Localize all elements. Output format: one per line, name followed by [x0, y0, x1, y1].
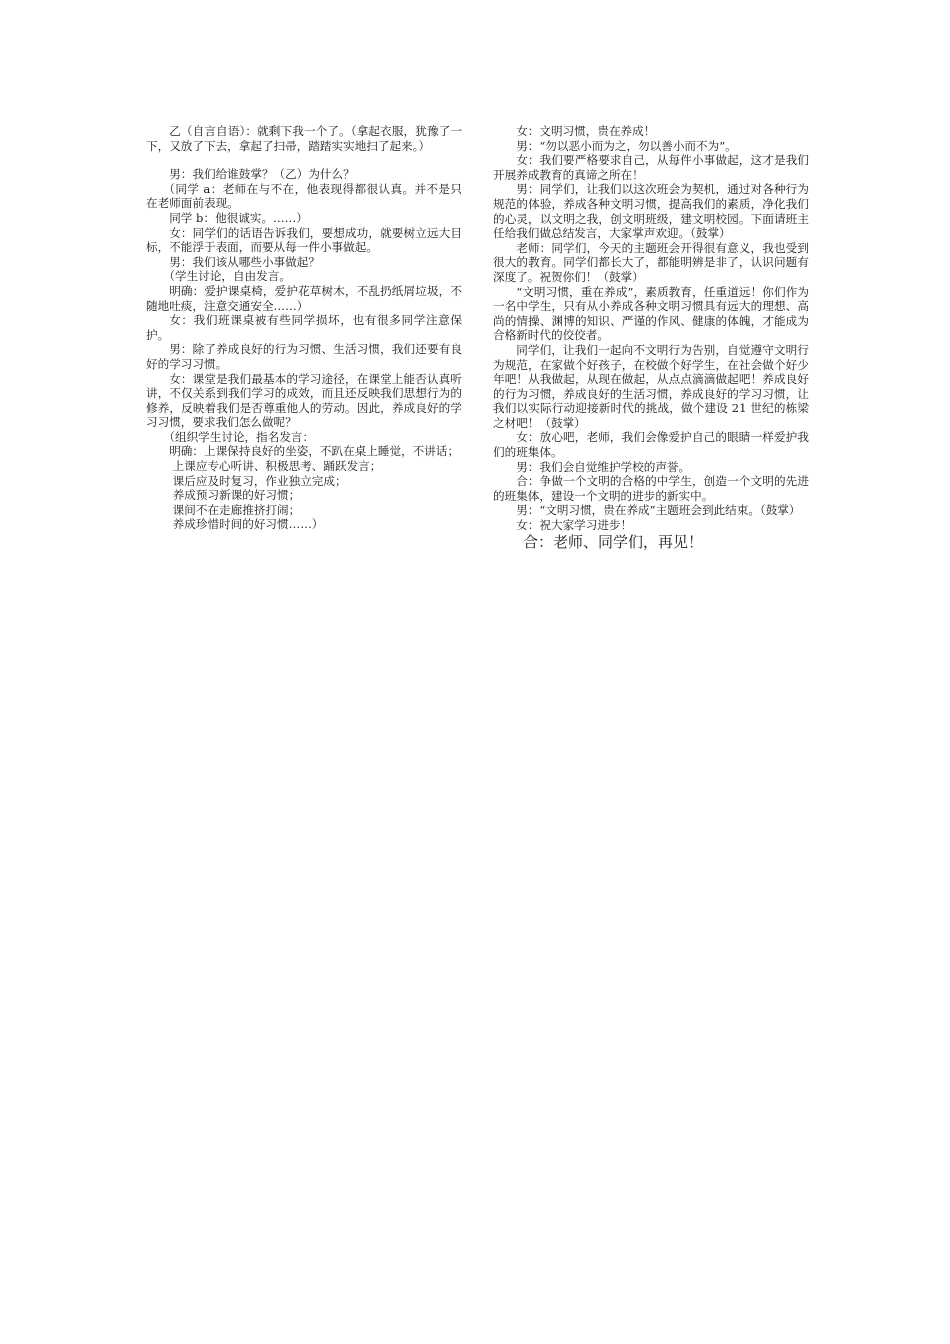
paragraph-nv-habits: 女：文明习惯，贵在养成！: [516, 124, 656, 138]
list-item-review: 课后应及时复习，作业独立完成；: [172, 473, 347, 488]
paragraph-teacher-summary: 老师：同学们，今天的主题班会开得很有意义，我也受到很大的教育。同学们都长大了，都能明辨是非了，认识问题有深度了。祝贺你们！（鼓掌）: [493, 240, 809, 284]
list-item-preview: 养成预习新课的好习惯；: [172, 488, 301, 503]
list-item-time: 养成珍惜时间的好习惯……）: [172, 517, 324, 532]
paragraph-nan-question: 男：我们给谁鼓掌？（乙）为什么？: [169, 167, 355, 182]
paragraph-yi-monologue: 乙（自言自语）：就剩下我一个了。（拿起衣服，犹豫了一下，又放了下去，拿起了扫帚，踏踏实实地扫了起来。）: [146, 124, 462, 153]
list-item-corridor: 课间不在走廊推挤打闹；: [172, 502, 301, 517]
paragraph-nan-study-habits: 男：除了养成良好的行为习惯、生活习惯，我们还要有良好的学习习惯。: [146, 342, 462, 371]
paragraph-nv-requirement: 女：我们要严格要求自己，从每件小事做起，这才是我们开展养成教育的真谛之所在！: [493, 153, 809, 182]
closing-line: 合：老师、同学们，再见！: [523, 532, 704, 551]
paragraph-nan-small-things: 男：我们该从哪些小事做起？: [169, 254, 320, 269]
paragraph-quality-education: “文明习惯，重在养成”，素质教育，任重道远！你们作为一名中学生，只有从小养成各种文明习惯具有远大的理想、高尚的情操、渊博的知识、严谨的作风、健康的体魄，才能成为合格新时代的佼佼者。: [493, 284, 809, 343]
paragraph-student-b: 同学 b：他很诚实。……）: [169, 210, 308, 225]
paragraph-clarify-1: 明确：爱护课桌椅，爱护花草树木，不乱扔纸屑垃圾，不随地吐痰，注意交通安全……）: [146, 283, 462, 313]
paragraph-gap: [146, 153, 462, 167]
paragraph-nv-classroom: 女：课堂是我们最基本的学习途径，在课堂上能否认真听讲，不仅关系到我们学习的成效，而且还反映我们思想行为的修养，反映着我们是否尊重他人的劳动。因此，养成良好的学习习惯，要求我们怎么做呢？: [146, 371, 462, 430]
right-column: [493, 124, 809, 552]
paragraph-discussion: （学生讨论，自由发言。: [163, 269, 291, 284]
paragraph-nan-end: 男：“文明习惯，贵在养成”主题班会到此结束。（鼓掌）: [516, 503, 801, 518]
paragraph-student-a: （同学 a：老师在与不在，他表现得都很认真。并不是只在老师面前表现。: [146, 181, 462, 211]
paragraph-nan-opportunity: 男：同学们，让我们以这次班会为契机，通过对各种行为规范的体验，养成各种文明习惯，提高我们的素质，净化我们的心灵，以文明之我，创文明班级，建文明校园。下面请班主任给我们做总结发言，大家掌声欢迎。（鼓掌）: [493, 182, 809, 241]
paragraph-nv-desks: 女：我们班课桌被有些同学损坏，也有很多同学注意保护。: [146, 313, 462, 342]
paragraph-he-pledge: 合：争做一个文明的合格的中学生，创造一个文明的先进的班集体，建设一个文明的进步的新实中。: [493, 474, 809, 503]
list-item-listen: 上课应专心听讲、积极思考、踊跃发言；: [172, 459, 382, 474]
paragraph-nv-goal: 女：同学们的话语告诉我们，要想成功，就要树立远大目标，不能浮于表面，而要从每一件小事做起。: [146, 225, 462, 255]
left-column: [146, 124, 462, 532]
paragraph-farewell-uncivil: 同学们，让我们一起向不文明行为告别，自觉遵守文明行为规范，在家做个好孩子，在校做个好学生，在社会做个好少年吧！从我做起，从现在做起，从点点滴滴做起吧！养成良好的行为习惯，养成良好的生活习惯，养成良好的学习习惯，让我们以实际行动迎接新时代的挑战，做个建设 21 世纪的栋梁之材吧！（鼓掌）: [493, 342, 809, 430]
paragraph-clarify-2: 明确：上课保持良好的坐姿，不趴在桌上睡觉，不讲话；: [169, 444, 460, 459]
paragraph-nan-reputation: 男：我们会自觉维护学校的声誉。: [516, 459, 691, 474]
paragraph-nv-wish: 女：祝大家学习进步！: [516, 518, 633, 533]
paragraph-organize-discussion: （组织学生讨论，指名发言：: [163, 429, 315, 444]
paragraph-nan-quote: 男：“勿以恶小而为之，勿以善小而不为”。: [516, 138, 737, 153]
paragraph-nv-reassure: 女：放心吧，老师，我们会像爱护自己的眼睛一样爱护我们的班集体。: [493, 430, 809, 460]
